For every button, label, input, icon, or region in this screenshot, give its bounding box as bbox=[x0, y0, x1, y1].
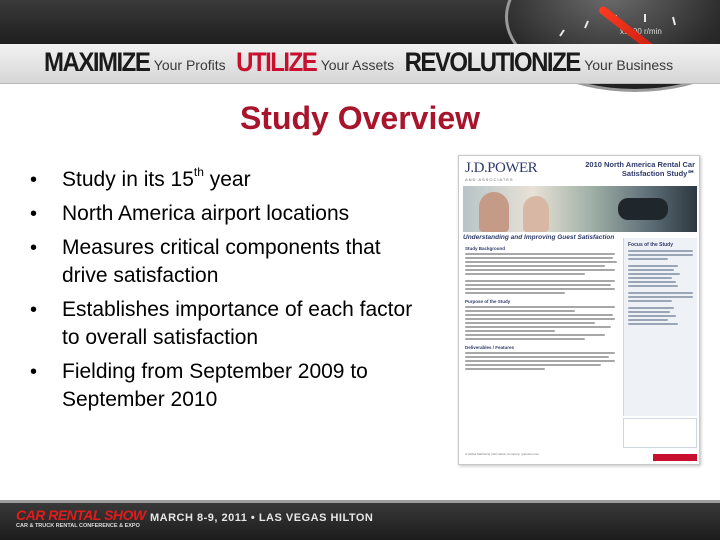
text-line bbox=[465, 326, 611, 328]
text-line bbox=[465, 306, 615, 308]
text-line bbox=[628, 311, 670, 313]
text-line bbox=[628, 285, 678, 287]
bullet-item bbox=[30, 234, 430, 290]
bullet-dot-icon: • bbox=[30, 169, 38, 191]
text-line bbox=[465, 360, 615, 362]
slide-title: Study Overview bbox=[239, 100, 481, 136]
text-line bbox=[628, 277, 672, 279]
bullet-text: Measures critical components that drive satisfaction bbox=[62, 236, 381, 287]
text-line bbox=[465, 338, 585, 340]
bullet-dot-icon: • bbox=[30, 361, 38, 383]
tagline-word-revolutionize: REVOLUTIONIZE bbox=[404, 47, 580, 78]
text-line bbox=[465, 318, 615, 320]
tagline-phrase-profits: Your Profits bbox=[153, 57, 226, 73]
text-line bbox=[628, 265, 678, 267]
text-line bbox=[465, 330, 555, 332]
bullet-item bbox=[30, 358, 430, 414]
bullet-superscript: th bbox=[193, 165, 204, 179]
brochure-footer-bar bbox=[653, 454, 697, 461]
bullet-text: Establishes importance of each factor to overall satisfaction bbox=[62, 298, 413, 349]
brochure-section-title: Deliverables / Features bbox=[465, 345, 515, 350]
brochure-footer-text: A Global Marketing Information Company | jdpower.com bbox=[465, 452, 540, 456]
brochure-study-title: 2010 North America Rental Car Satisfaction Study℠ bbox=[585, 160, 695, 178]
text-line bbox=[465, 265, 605, 267]
brochure-section-title: Purpose of the Study bbox=[465, 299, 511, 304]
text-line bbox=[628, 315, 676, 317]
bullet-list bbox=[30, 166, 430, 420]
text-line bbox=[465, 273, 585, 275]
car-rental-show-logo: CAR RENTAL SHOW bbox=[16, 507, 146, 523]
text-line bbox=[465, 322, 595, 324]
bullet-item bbox=[30, 200, 430, 228]
text-line bbox=[465, 269, 615, 271]
bullet-dot-icon: • bbox=[30, 203, 38, 225]
text-line bbox=[465, 314, 613, 316]
event-date-location: MARCH 8-9, 2011 • LAS VEGAS HILTON bbox=[150, 512, 374, 524]
text-line bbox=[628, 300, 672, 302]
text-line bbox=[628, 319, 668, 321]
text-line bbox=[465, 292, 565, 294]
brochure-heading: Understanding and Improving Guest Satisfaction bbox=[463, 234, 615, 241]
text-line bbox=[628, 323, 678, 325]
bullet-text-tail: year bbox=[203, 168, 251, 191]
tagline-word-maximize: MAXIMIZE bbox=[44, 47, 150, 78]
bullet-text: North America airport locations bbox=[62, 202, 350, 225]
jdpower-logo: J.D.POWER bbox=[465, 160, 538, 176]
brochure-section-title: Study Background bbox=[465, 246, 506, 251]
tagline-phrase-business: Your Business bbox=[584, 57, 674, 73]
text-line bbox=[628, 254, 693, 256]
bullet-item bbox=[30, 166, 430, 194]
text-line bbox=[465, 356, 609, 358]
tachometer-label: x1000 r/min bbox=[620, 27, 662, 36]
bullet-dot-icon: • bbox=[30, 299, 38, 321]
car-rental-show-subtitle: CAR & TRUCK RENTAL CONFERENCE & EXPO bbox=[16, 523, 140, 529]
bullet-dot-icon: • bbox=[30, 237, 38, 259]
brochure-sidebar bbox=[623, 238, 697, 416]
text-line bbox=[465, 352, 615, 354]
study-brochure-image bbox=[458, 155, 700, 465]
tagline bbox=[44, 48, 679, 78]
text-line bbox=[628, 281, 676, 283]
brochure-sidebar-title: Focus of the Study bbox=[628, 242, 673, 248]
text-line bbox=[628, 296, 693, 298]
text-line bbox=[465, 364, 601, 366]
bullet-text: Fielding from September 2009 to September 2010 bbox=[62, 360, 368, 411]
text-line bbox=[465, 253, 615, 255]
jdpower-logo-sub: AND ASSOCIATES bbox=[465, 177, 514, 182]
text-line bbox=[465, 288, 615, 290]
bullet-item bbox=[30, 296, 430, 352]
text-line bbox=[628, 250, 693, 252]
text-line bbox=[465, 368, 545, 370]
bullet-text: Study in its 15 bbox=[62, 168, 194, 191]
text-line bbox=[628, 258, 668, 260]
photo-person-shape bbox=[479, 192, 509, 232]
text-line bbox=[628, 307, 674, 309]
brochure-body-column bbox=[465, 244, 619, 372]
photo-person-shape bbox=[523, 196, 549, 232]
tagline-word-utilize: UTILIZE bbox=[236, 47, 317, 78]
brochure-photo bbox=[463, 186, 697, 232]
text-line bbox=[628, 273, 680, 275]
text-line bbox=[465, 334, 605, 336]
text-line bbox=[628, 292, 693, 294]
footer-stripe bbox=[0, 500, 720, 503]
tagline-phrase-assets: Your Assets bbox=[320, 57, 395, 73]
text-line bbox=[628, 269, 674, 271]
text-line bbox=[465, 280, 615, 282]
text-line bbox=[465, 284, 611, 286]
text-line bbox=[465, 310, 575, 312]
photo-car-keys-shape bbox=[618, 198, 668, 220]
brochure-contact-box bbox=[623, 418, 697, 448]
text-line bbox=[465, 261, 617, 263]
text-line bbox=[465, 257, 613, 259]
